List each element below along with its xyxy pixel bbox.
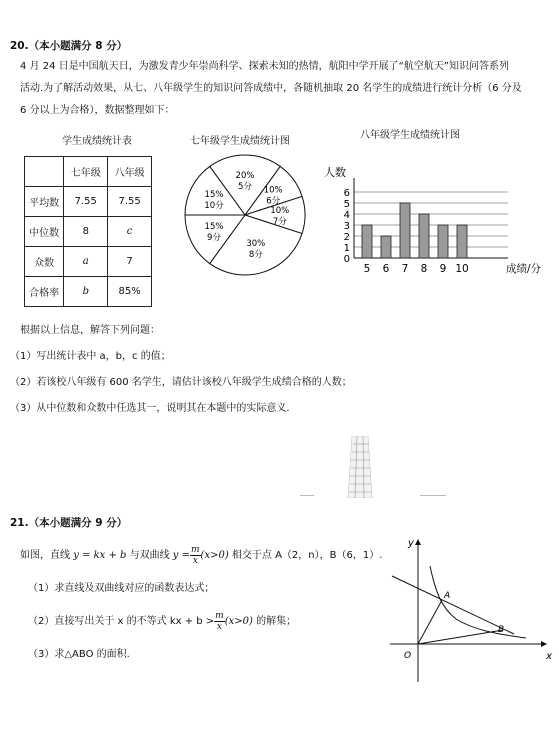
- pie-slice-label: 6分: [266, 196, 281, 207]
- y-tick-label: 0: [343, 254, 350, 265]
- pie-percent-label: 15%: [204, 221, 224, 232]
- q21-score: （本小题满分 9 分）: [28, 517, 128, 529]
- table-header-cell: 八年级: [108, 157, 152, 187]
- q20-instruction: 根据以上信息，解答下列问题：: [20, 325, 160, 336]
- grade8-value: c: [108, 217, 152, 247]
- x-tick-label: 7: [401, 263, 409, 275]
- table-row: [25, 187, 152, 217]
- segment-oa: [418, 600, 442, 644]
- y-tick-label: 6: [343, 188, 350, 199]
- pie-slice-label: 10分: [204, 201, 224, 212]
- stats-table-title: 学生成绩统计表: [62, 136, 132, 147]
- pie-slice-label: 7分: [272, 217, 287, 227]
- row-label: 合格率: [25, 277, 64, 307]
- bar: [362, 225, 372, 258]
- q21-fraction: [190, 545, 201, 566]
- q20-intro-line-2: 活动.为了解活动效果，从七、八年级学生的知识问答成绩中，各随机抽取 20 名学生的成绩进行统计分析（6 分及: [20, 83, 522, 94]
- function-graph: [386, 534, 554, 686]
- grade7-value: 8: [64, 217, 108, 247]
- x-axis-title: 成绩/分: [506, 263, 542, 275]
- point-a-label: A: [444, 591, 451, 601]
- x-axis-label: x: [546, 651, 552, 662]
- pie-percent-label: 20%: [235, 171, 255, 182]
- bar: [381, 236, 391, 258]
- q21-sub-question-3: （3）求△ABO 的面积.: [28, 649, 130, 660]
- x-tick-label: 8: [420, 263, 428, 275]
- q21-sub2-prefix: （2）直接写出关于 x 的不等式 kx + b >: [28, 616, 215, 627]
- grade8-value: 7: [108, 247, 152, 277]
- bar: [419, 214, 429, 258]
- row-label: 平均数: [25, 187, 64, 217]
- segment-ob: [418, 630, 503, 644]
- bar: [400, 203, 410, 258]
- q21-number: 21.: [10, 517, 29, 529]
- grade7-value: a: [64, 247, 108, 277]
- table-row: [25, 277, 152, 307]
- scan-artifact-image: [346, 436, 374, 498]
- grade8-value: 85%: [108, 277, 152, 307]
- fraction-numerator: m: [191, 544, 200, 555]
- pie-percent-label: 15%: [204, 190, 224, 201]
- q21-sub2-suffix: 的解集；: [252, 616, 297, 627]
- bar-chart-title: 八年级学生成绩统计图: [360, 130, 460, 141]
- q20-score: （本小题满分 8 分）: [28, 40, 128, 52]
- q21-fraction: [214, 611, 225, 632]
- pie-percent-label: 10%: [270, 206, 290, 216]
- y-axis-title: 人数: [324, 166, 346, 179]
- q20-intro-line-1: 4 月 24 日是中国航天日，为激发青少年崇尚科学、探索未知的热情，航阳中学开展了“航空航天”知识问答系列: [20, 61, 509, 72]
- q20-intro-line-3: 6 分以上为合格），数据整理如下：: [20, 105, 175, 116]
- table-row: [25, 217, 152, 247]
- q20-sub-question-2: （2）若该校八年级有 600 名学生，请估计该校八年级学生成绩合格的人数；: [10, 377, 352, 388]
- table-header-row: [25, 157, 152, 187]
- q21-sub-question-2: [28, 610, 296, 634]
- fraction-numerator: m: [215, 610, 224, 621]
- y-tick-label: 2: [343, 232, 350, 243]
- q21-hyperbola-y: y =: [172, 550, 190, 561]
- pie-chart: [180, 150, 310, 280]
- q20-number: 20.: [10, 40, 29, 52]
- x-tick-label: 10: [455, 263, 469, 275]
- y-tick-label: 3: [343, 221, 350, 232]
- pie-percent-label: 30%: [246, 239, 266, 250]
- origin-label: O: [404, 651, 412, 661]
- row-label: 中位数: [25, 217, 64, 247]
- pie-chart-title: 七年级学生成绩统计图: [190, 136, 290, 147]
- y-tick-label: 5: [343, 199, 350, 210]
- line-ab: [392, 576, 514, 634]
- x-tick-label: 5: [363, 263, 371, 275]
- point-b-label: B: [498, 625, 505, 635]
- y-axis-label: y: [408, 538, 414, 549]
- grade8-value: 7.55: [108, 187, 152, 217]
- pie-slice-label: 5分: [238, 182, 252, 193]
- grade7-value: b: [64, 277, 108, 307]
- table-row: [25, 247, 152, 277]
- hyperbola-curve: [430, 566, 526, 638]
- q20-heading: [10, 38, 127, 53]
- q21-sub-question-1: （1）求直线及双曲线对应的函数表达式；: [28, 583, 215, 594]
- table-header-cell: 七年级: [64, 157, 108, 187]
- q21-intro-prefix: 如图，直线: [20, 550, 74, 561]
- q21-heading: [10, 515, 127, 530]
- pie-percent-label: 10%: [263, 185, 283, 196]
- q21-sub2-condition: (x>0): [224, 616, 253, 627]
- q20-sub-question-1: （1）写出统计表中 a，b，c 的值；: [10, 351, 171, 362]
- bar-chart: [318, 150, 546, 280]
- fraction-denominator: x: [192, 555, 198, 566]
- q21-intro: [20, 544, 382, 568]
- q21-intro-suffix: 相交于点 A（2，n），B（6，1）.: [228, 550, 383, 561]
- stats-table: [24, 156, 152, 307]
- bar: [457, 225, 467, 258]
- q21-condition: (x>0): [200, 550, 229, 561]
- x-tick-label: 9: [439, 263, 447, 275]
- table-header-cell: [25, 157, 64, 187]
- grade7-value: 7.55: [64, 187, 108, 217]
- bar: [438, 225, 448, 258]
- pie-slice-label: 8分: [248, 250, 263, 261]
- q20-sub-question-3: （3）从中位数和众数中任选其一，说明其在本题中的实际意义.: [10, 403, 290, 414]
- scan-mark: [420, 495, 446, 496]
- q21-intro-mid: 与双曲线: [126, 550, 173, 561]
- fraction-denominator: x: [216, 621, 222, 632]
- q21-line-equation: y = kx + b: [73, 550, 127, 561]
- x-tick-label: 6: [382, 263, 390, 275]
- pie-slice-label: 9分: [207, 232, 221, 243]
- scan-mark: [300, 495, 314, 496]
- y-tick-label: 4: [343, 210, 350, 221]
- y-tick-label: 1: [343, 243, 350, 254]
- row-label: 众数: [25, 247, 64, 277]
